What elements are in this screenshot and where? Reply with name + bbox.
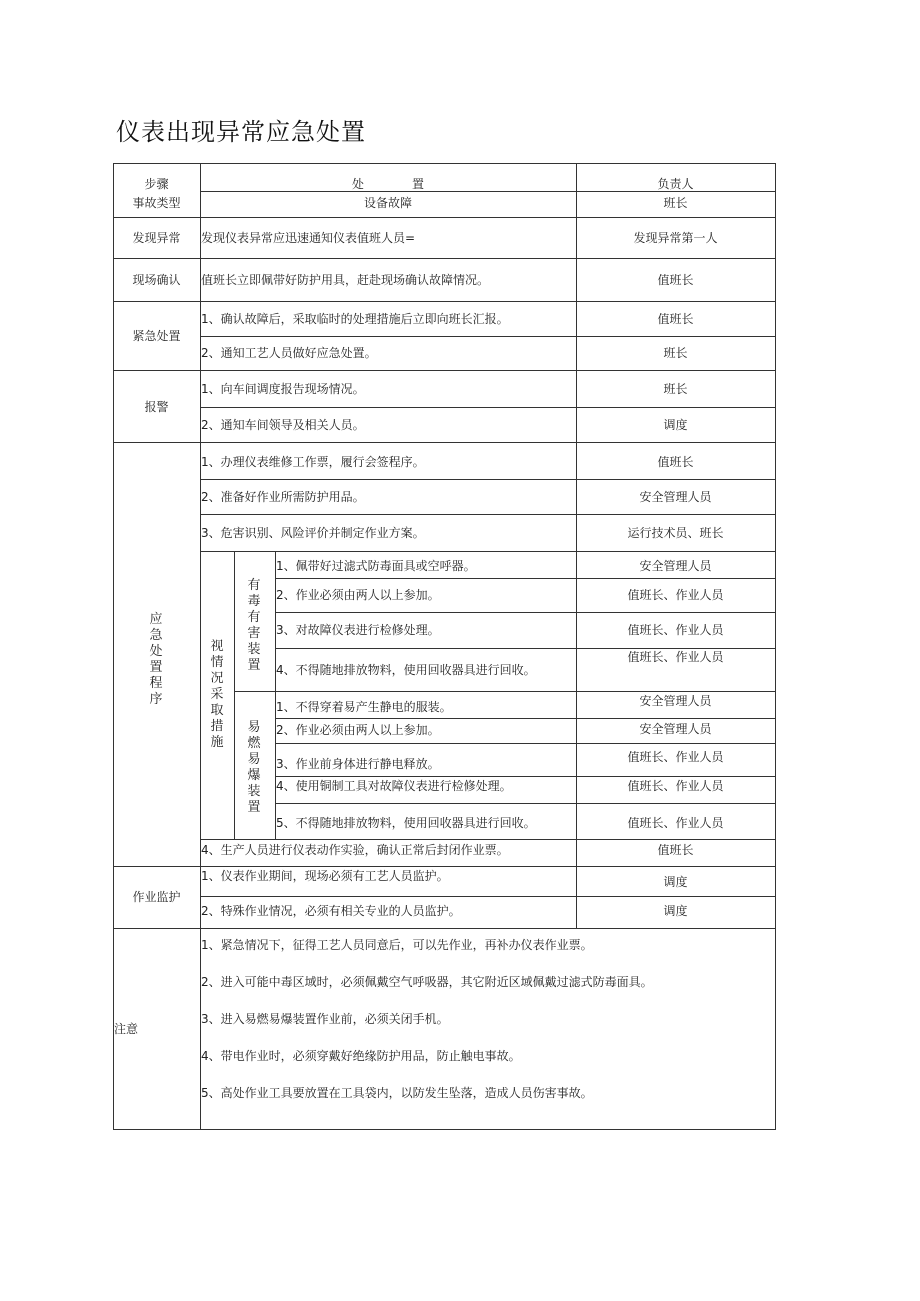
action-text: 2、准备好作业所需防护用品。 [201,490,365,504]
action-text: 3、危害识别、风险评价并制定作业方案。 [201,526,425,540]
step-label: 紧急处置 [132,329,181,343]
owner-text: 安全管理人员 [639,490,712,504]
owner-text: 调度 [663,418,688,432]
row-divider [113,258,776,259]
owner-text: 值班长 [657,843,694,857]
owner-text: 值班长、作业人员 [627,623,724,637]
table-border-right [775,163,776,1130]
row-divider [275,776,776,777]
action-text: 4、生产人员进行仪表动作实验，确认正常后封闭作业票。 [201,843,509,857]
toxic-section-label: 有毒有害装置 [247,578,261,673]
row-divider [275,803,776,804]
action-text: 4、不得随地排放物料，使用回收器具进行回收。 [276,663,536,677]
note-item: 4、带电作业时，必须穿戴好绝缘防护用品，防止触电事故。 [201,1049,521,1063]
owner-text: 班长 [663,346,688,360]
step-label: 现场确认 [132,273,181,287]
row-divider [200,407,776,408]
owner-text: 安全管理人员 [639,722,712,736]
flammable-section-label: 易燃易爆装置 [247,720,261,815]
action-text: 1、不得穿着易产生静电的服装。 [276,700,452,714]
action-text: 1、向车间调度报告现场情况。 [201,382,365,396]
note-item: 3、进入易燃易爆装置作业前，必须关闭手机。 [201,1012,449,1026]
note-item: 1、紧急情况下，征得工艺人员同意后，可以先作业，再补办仪表作业票。 [201,938,593,952]
row-divider [200,514,776,515]
action-text: 1、佩带好过滤式防毒面具或空呼器。 [276,559,476,573]
step-label: 应急处置程序 [149,612,163,707]
owner-text: 值班长、作业人员 [627,650,724,664]
step-label: 作业监护 [132,890,181,904]
action-text: 3、对故障仪表进行检修处理。 [276,623,440,637]
owner-text: 发现异常第一人 [633,231,718,245]
owner-text: 调度 [663,904,688,918]
step-label: 事故类型 [132,196,181,210]
action-text: 2、通知工艺人员做好应急处置。 [201,346,377,360]
table-border-left [113,163,114,1130]
owner-text: 值班长 [657,312,694,326]
owner-text: 安全管理人员 [639,559,712,573]
row-divider [113,928,776,929]
action-text: 1、办理仪表维修工作票，履行会签程序。 [201,455,425,469]
row-divider [234,691,776,692]
owner-text: 值班长、作业人员 [627,816,724,830]
row-divider [113,301,776,302]
action-text: 4、使用铜制工具对故障仪表进行检修处理。 [276,779,512,793]
row-divider [200,839,776,840]
header-step: 步骤 [144,177,169,191]
owner-text: 安全管理人员 [639,694,712,708]
row-divider [200,551,776,552]
owner-text: 值班长、作业人员 [627,779,724,793]
note-item: 2、进入可能中毒区域时，必须佩戴空气呼吸器，其它附近区域佩戴过滤式防毒面具。 [201,975,653,989]
action-text: 2、作业必须由两人以上参加。 [276,588,440,602]
action-text: 2、通知车间领导及相关人员。 [201,418,365,432]
row-divider [113,866,776,867]
row-divider [275,743,776,744]
row-divider [113,217,776,218]
owner-text: 值班长、作业人员 [627,588,724,602]
action-text: 1、仪表作业期间，现场必须有工艺人员监护。 [201,869,449,883]
row-divider [275,578,776,579]
column-divider [234,551,235,839]
step-label: 报警 [144,400,169,414]
measures-label: 视情况采取措施 [210,639,224,750]
action-text: 2、作业必须由两人以上参加。 [276,723,440,737]
row-divider [113,163,776,164]
row-divider [200,896,776,897]
action-text: 2、特殊作业情况，必须有相关专业的人员监护。 [201,904,461,918]
action-text: 发现仪表异常应迅速通知仪表值班人员= [201,231,416,245]
table-border-bottom [113,1129,776,1130]
row-divider [113,442,776,443]
action-text: 设备故障 [363,196,412,210]
note-item: 5、高处作业工具要放置在工具袋内，以防发生坠落，造成人员伤害事故。 [201,1086,593,1100]
page-title: 仪表出现异常应急处置 [116,118,366,146]
owner-text: 值班长 [657,273,694,287]
action-text: 1、确认故障后，采取临时的处理措施后立即向班长汇报。 [201,312,509,326]
owner-text: 班长 [663,382,688,396]
row-divider [275,612,776,613]
owner-text: 班长 [663,196,688,210]
owner-text: 值班长 [657,455,694,469]
header-owner: 负责人 [657,177,694,191]
header-action: 处 置 [351,177,424,191]
row-divider [200,336,776,337]
owner-text: 调度 [663,875,688,889]
owner-text: 值班长、作业人员 [627,750,724,764]
row-divider [200,479,776,480]
action-text: 值班长立即佩带好防护用具，赶赴现场确认故障情况。 [201,273,490,287]
action-text: 3、作业前身体进行静电释放。 [276,757,440,771]
row-divider [113,370,776,371]
owner-text: 运行技术员、班长 [627,526,724,540]
row-divider [275,718,776,719]
step-label: 发现异常 [132,231,181,245]
step-label: 注意 [114,1022,139,1036]
action-text: 5、不得随地排放物料，使用回收器具进行回收。 [276,816,536,830]
